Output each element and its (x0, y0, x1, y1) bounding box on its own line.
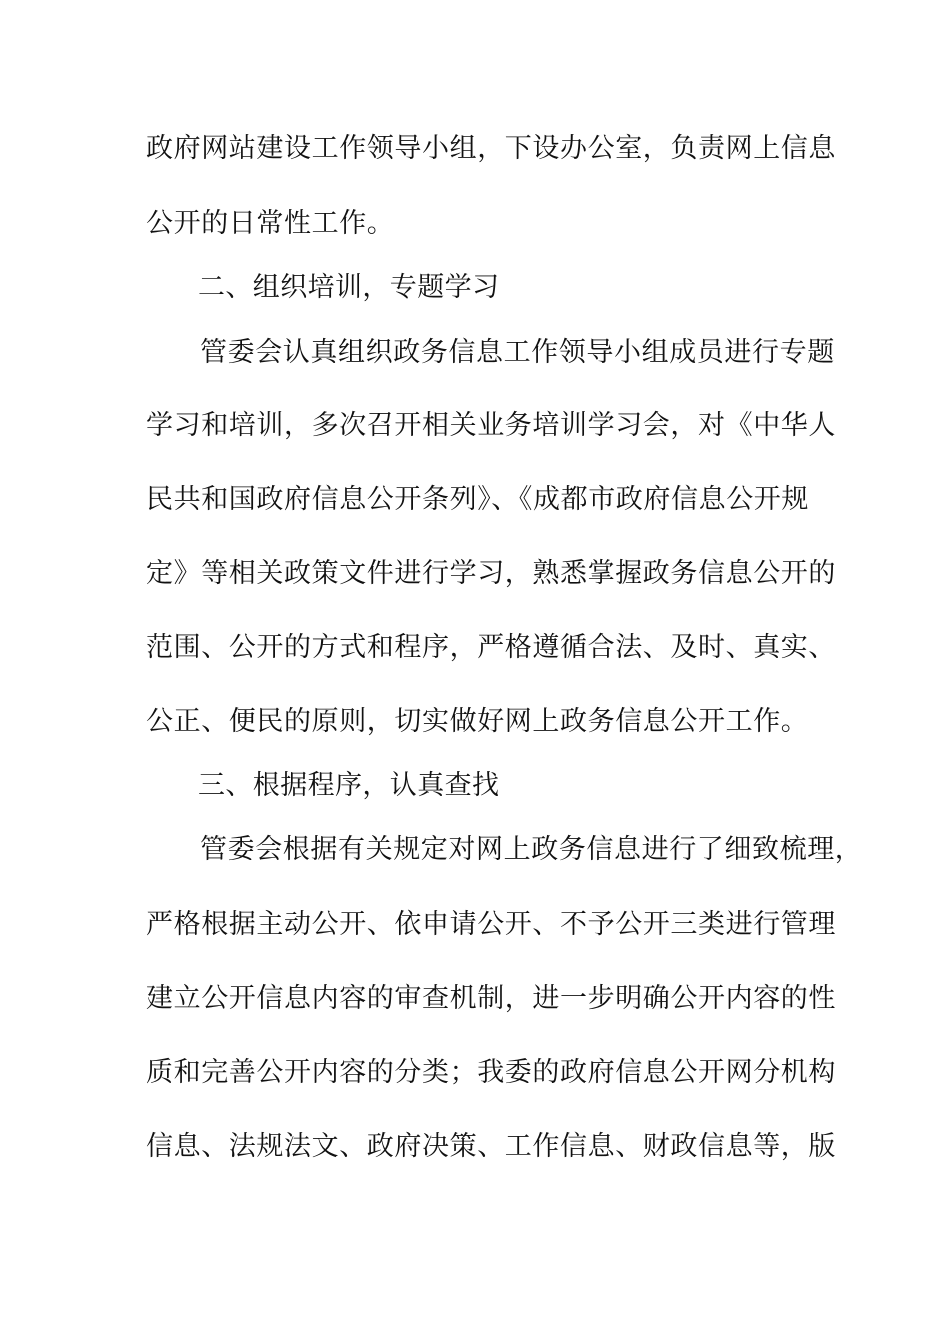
paragraph-first-line: 管委会根据有关规定对网上政务信息进行了细致梳理， (200, 834, 863, 865)
body-text-line: 严格根据主动公开、依申请公开、不予公开三类进行管理 (146, 909, 836, 940)
body-text-line: 建立公开信息内容的审查机制，进一步明确公开内容的性 (146, 983, 836, 1014)
body-text-line: 政府网站建设工作领导小组，下设办公室，负责网上信息 (146, 133, 836, 164)
body-text-line: 范围、公开的方式和程序，严格遵循合法、及时、真实、 (146, 632, 836, 663)
section-heading: 三、根据程序，认真查找 (198, 770, 500, 801)
body-text-line: 公开的日常性工作。 (146, 208, 395, 239)
paragraph-first-line: 管委会认真组织政务信息工作领导小组成员进行专题 (200, 337, 835, 368)
body-text-line: 学习和培训，多次召开相关业务培训学习会，对《中华人 (146, 410, 836, 441)
body-text-line: 质和完善公开内容的分类；我委的政府信息公开网分机构 (146, 1057, 836, 1088)
body-text-line: 信息、法规法文、政府决策、工作信息、财政信息等，版 (146, 1131, 836, 1162)
section-heading: 二、组织培训，专题学习 (198, 272, 500, 303)
body-text-line: 定》等相关政策文件进行学习，熟悉掌握政务信息公开的 (146, 558, 836, 589)
body-text-line: 公正、便民的原则，切实做好网上政务信息公开工作。 (146, 706, 809, 737)
body-text-line: 民共和国政府信息公开条列》、《成都市政府信息公开规 (146, 484, 809, 515)
